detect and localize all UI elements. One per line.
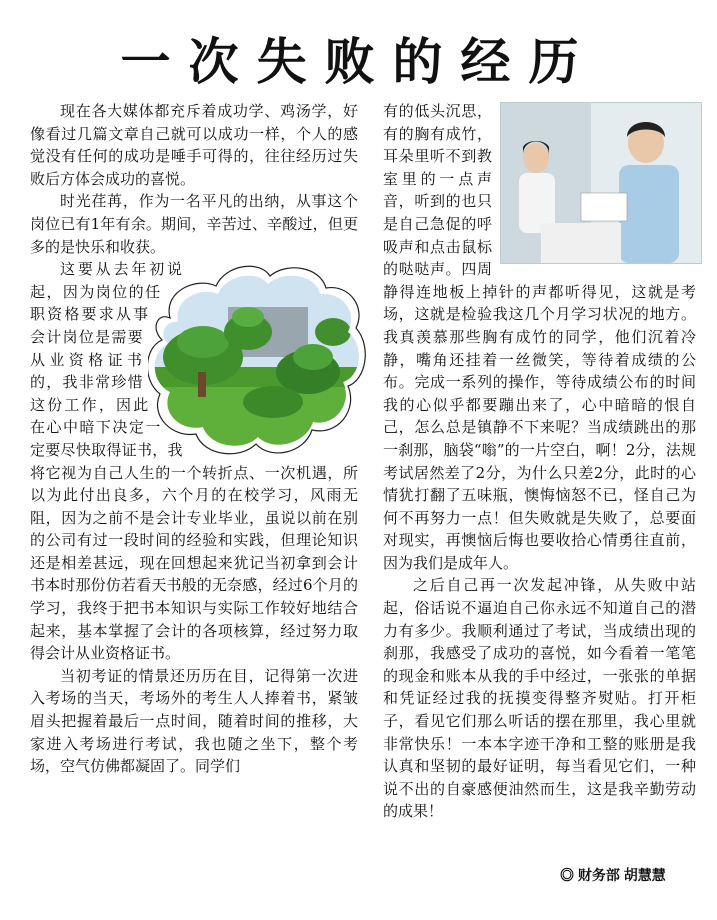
people-photo-image xyxy=(501,103,701,263)
paragraph-5: 之后自己再一次发起冲锋，从失败中站起，俗话说不逼迫自己你永远不知道自己的潜力有多少。我顺利通过了考试，当成绩出现的刹那，我感受了成功的喜悦，如今看着一笔笔的现金和账本从我的手中经过，一张张的单据和凭证经过我的抚摸变得整齐熨贴。打开柜子，看见它们那么听话的摆在那里，我心里就非常快乐！一本本字迹干净和工整的账册是我认真和坚韧的最好证明，每当看见它们，一种说不出的自豪感便油然而生，这是我辛勤劳动的成果！ xyxy=(383,576,696,821)
exam-photo xyxy=(500,102,700,262)
right-column xyxy=(383,100,696,823)
left-column xyxy=(30,100,358,778)
paragraph-4-part-1: 当初考证的情景还历历在目，记得第一次进入考场的当天，考场外的考生人人捧着书，紧皱眉头把握着最后一点时间，随着时间的推移，大家进入考场进行考试，我也随之坐下，整个考场，空气仿佛都凝固了。同学们 xyxy=(30,666,358,776)
garden-illustration xyxy=(148,262,366,457)
article-title: 一次失败的经历 xyxy=(120,32,597,91)
paragraph-4-part-2: 有的低头沉思，有的胸有成竹，耳朵里听不到教室里的一点声音，听到的也只是自己急促的呼吸声和点击鼠标的哒哒声。四周静得连地板上掉针的声都听得见，这就是考场，这就是检验我这几个月学习状况的地方。我真羡慕那些胸有成竹的同学，他们沉着冷静，嘴角还挂着一丝微笑，等待着成绩的公布。完成一系列的操作，等待成绩公布的时间我的心似乎都要蹦出来了，心中暗暗的恨自己，怎么总是镇静不下来呢？当成绩跳出的那一刹那，脑袋“嗡”的一片空白，啊！2分，法规考试居然差了2分，为什么只差2分，此时的心情犹打翻了五味瓶，懊悔恼怒不已，怪自己为何不再努力一点！但失败就是失败了，总要面对现实，再懊恼后悔也要收拾心情勇往直前，因为我们是成年人。 xyxy=(383,102,696,572)
author-byline: ◎ 财务部 胡慧慧 xyxy=(560,867,666,883)
cloud-frame-image xyxy=(148,262,366,457)
photo-frame xyxy=(500,102,702,264)
paragraph-2: 时光荏苒，作为一名平凡的出纳，从事这个岗位已有1年有余。期间，辛苦过、辛酸过，但更多的是快乐和收获。 xyxy=(30,192,358,256)
paragraph-1: 现在各大媒体都充斥着成功学、鸡汤学，好像看过几篇文章自己就可以成功一样，个人的感觉没有任何的成功是唾手可得的，往往经历过失败后方体会成功的喜悦。 xyxy=(30,102,358,188)
paragraph-3: 这要从去年初说起，因为岗位的任职资格要求从事会计岗位是需要从业资格证书的，我非常珍惜这份工作，因此在心中暗下决定一定要尽快取得证书，我将它视为自己人生的一个转折点、一次机遇，所以为此付出良多，六个月的在校学习，风雨无阻，因为之前不是会计专业毕业，虽说以前在别的公司有过一段时间的经验和实践，但理论知识还是相差甚远，现在回想起来犹记当初拿到会计书本时那份仿若看天书般的无奈感，经过6个月的学习，我终于把书本知识与实际工作较好地结合起来，基本掌握了会计的各项核算，经过努力取得会计从业资格证书。 xyxy=(30,260,358,663)
